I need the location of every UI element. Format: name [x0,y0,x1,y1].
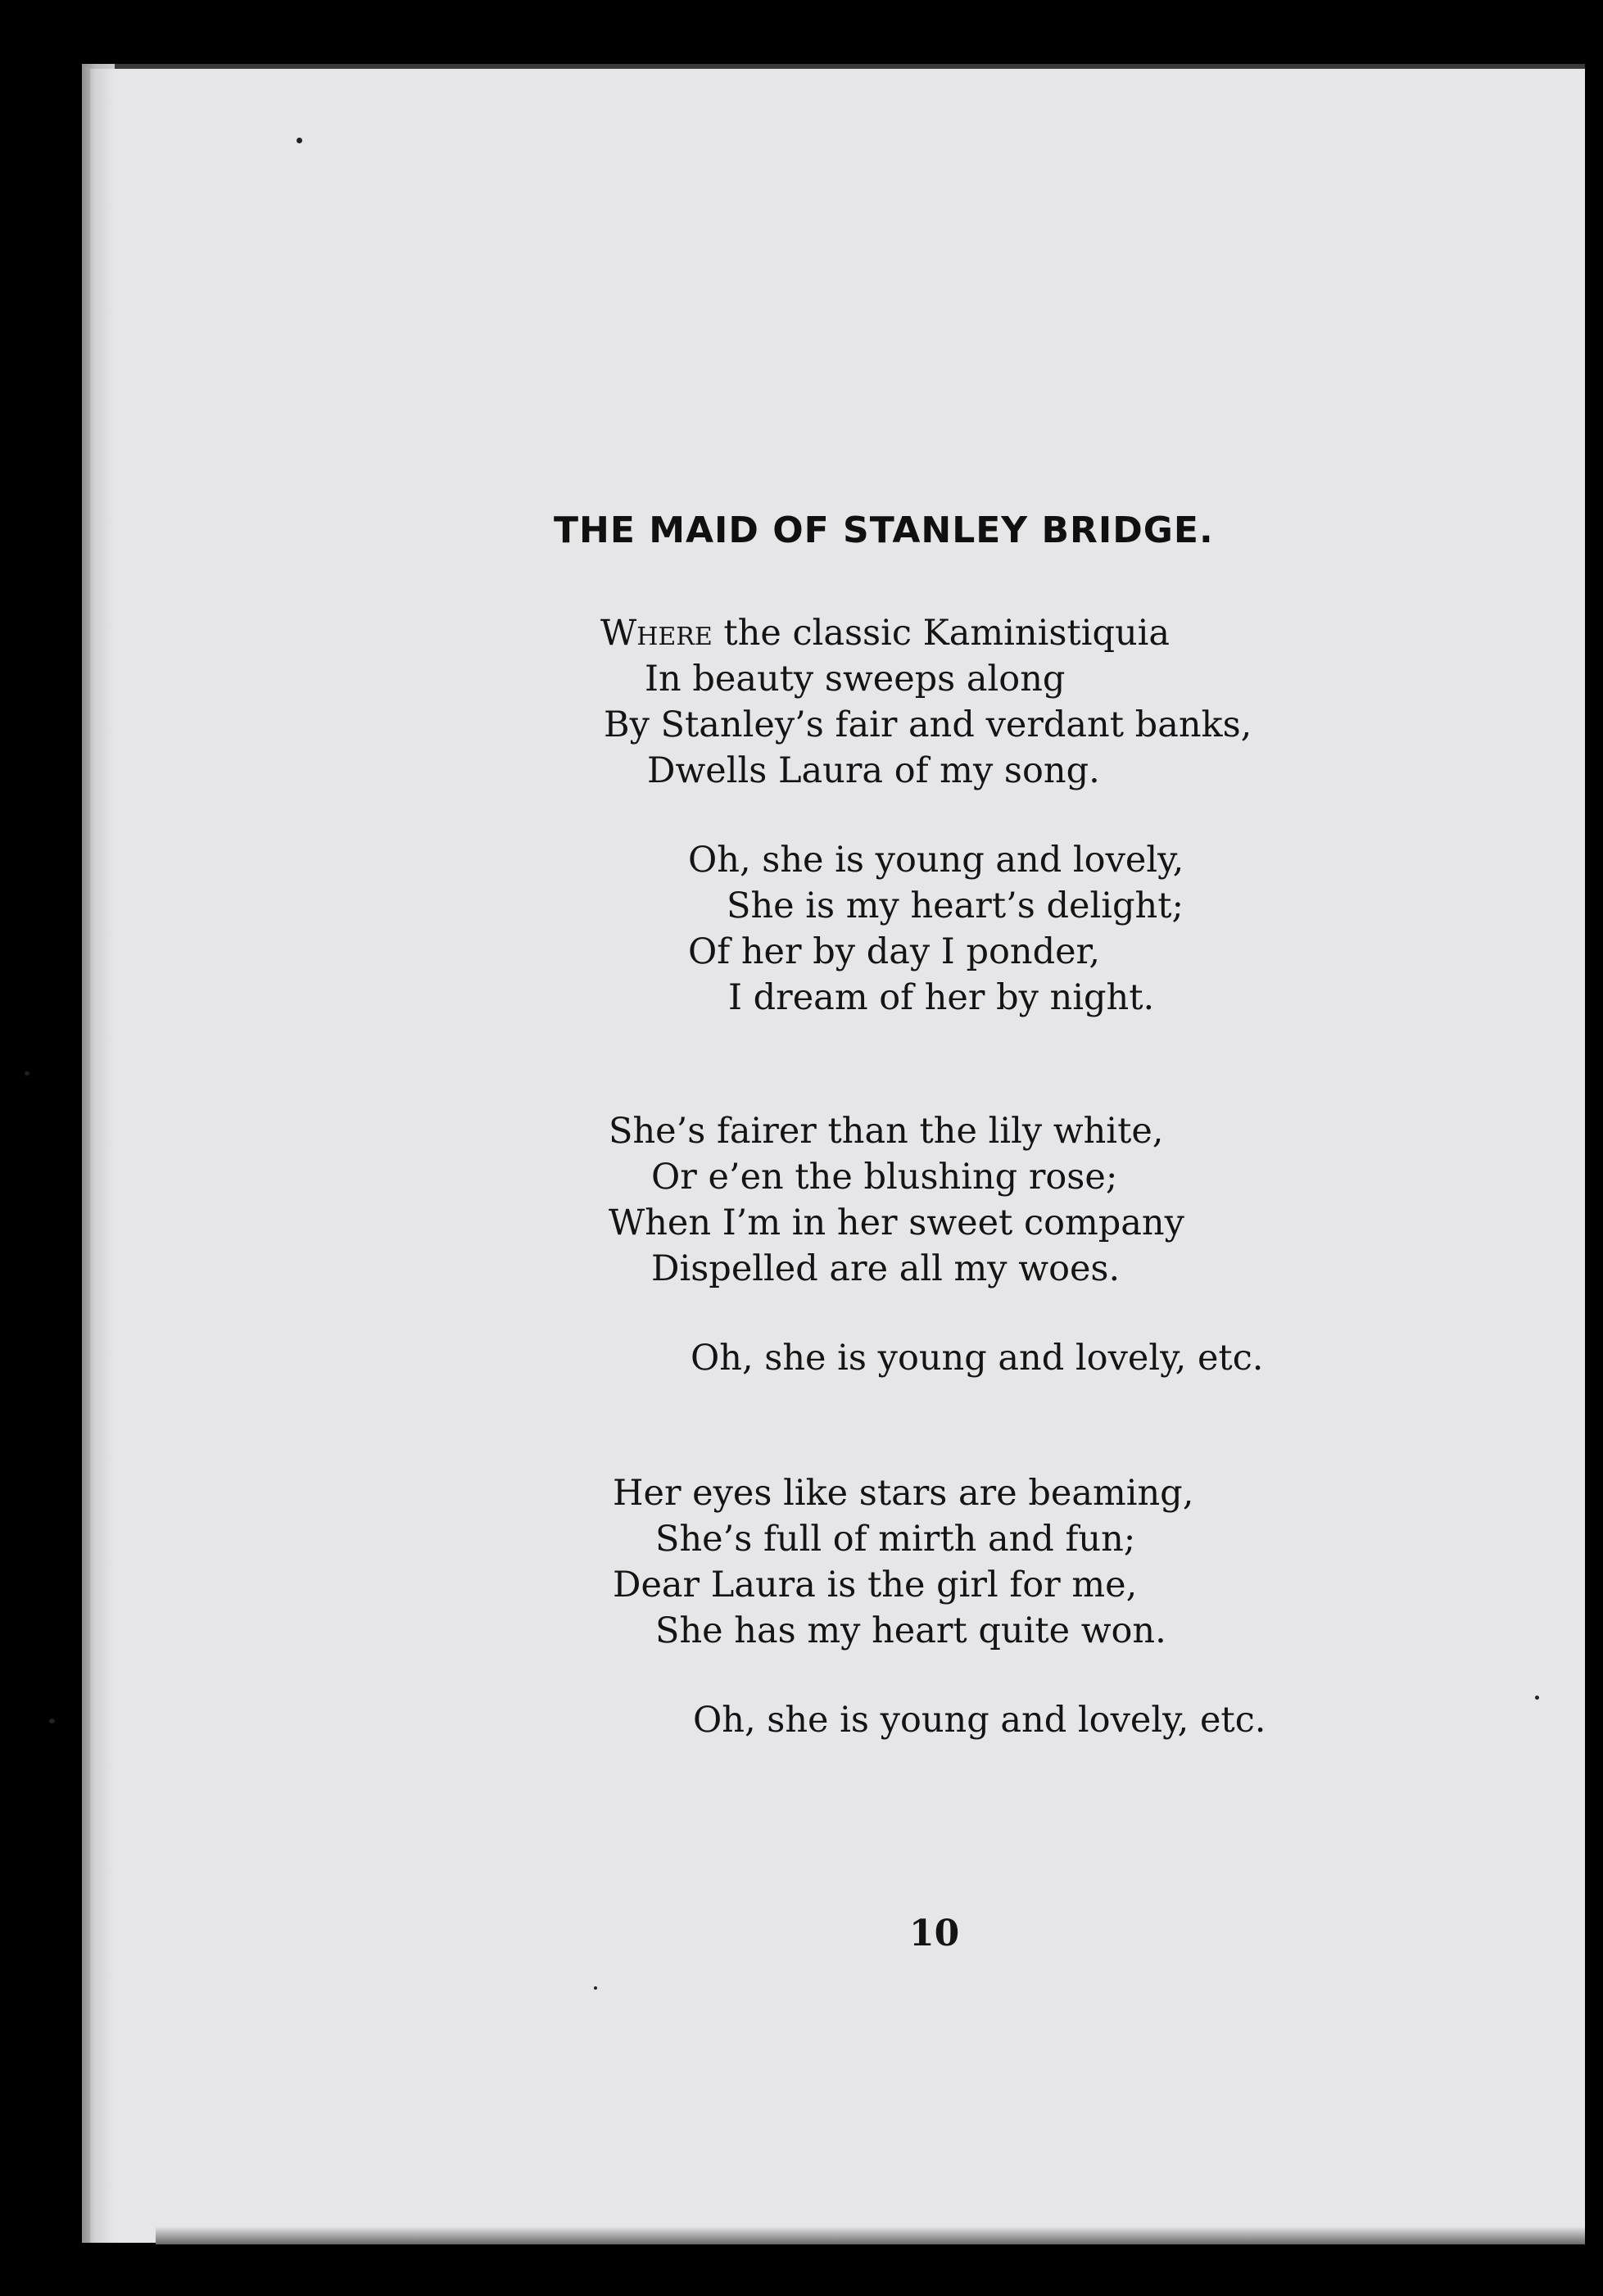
line-rest: the classic Kaministiquia [712,613,1171,654]
chorus-line: She is my heart’s delight; [727,885,1184,926]
poem-line: She has my heart quite won. [655,1610,1166,1651]
dust-speck [297,138,302,143]
chorus-line: Oh, she is young and lovely, [688,840,1184,881]
poem-line: Dear Laura is the girl for me, [613,1565,1138,1605]
poem-line: In beauty sweeps along [645,659,1066,700]
chorus-refrain: Oh, she is young and lovely, etc. [691,1338,1264,1379]
poem-line: She’s fairer than the lily white, [609,1111,1164,1152]
bottom-edge-shadow [156,2226,1585,2244]
dust-speck [49,1719,55,1723]
poem-line: By Stanley’s fair and verdant banks, [604,704,1252,745]
poem-line: Dwells Laura of my song. [647,750,1100,791]
dust-speck [594,1986,597,1990]
first-word-small-caps: Where [600,613,713,654]
chorus-refrain: Oh, she is young and lovely, etc. [693,1700,1266,1741]
chorus-line: I dream of her by night. [728,977,1155,1018]
poem-line [600,610,1170,656]
dust-speck [25,1071,29,1076]
poem-line: Or e’en the blushing rose; [651,1157,1118,1198]
dust-speck [1535,1696,1539,1700]
poem-line: She’s full of mirth and fun; [655,1519,1136,1560]
poem-title: THE MAID OF STANLEY BRIDGE. [554,509,1214,551]
poem-line: Her eyes like stars are beaming, [613,1473,1194,1514]
poem-line: When I’m in her sweet company [609,1202,1184,1243]
chorus-line: Of her by day I ponder, [688,931,1101,972]
binding-shadow [82,64,115,2243]
poem-line: Dispelled are all my woes. [651,1248,1121,1289]
page-number: 10 [909,1913,960,1954]
